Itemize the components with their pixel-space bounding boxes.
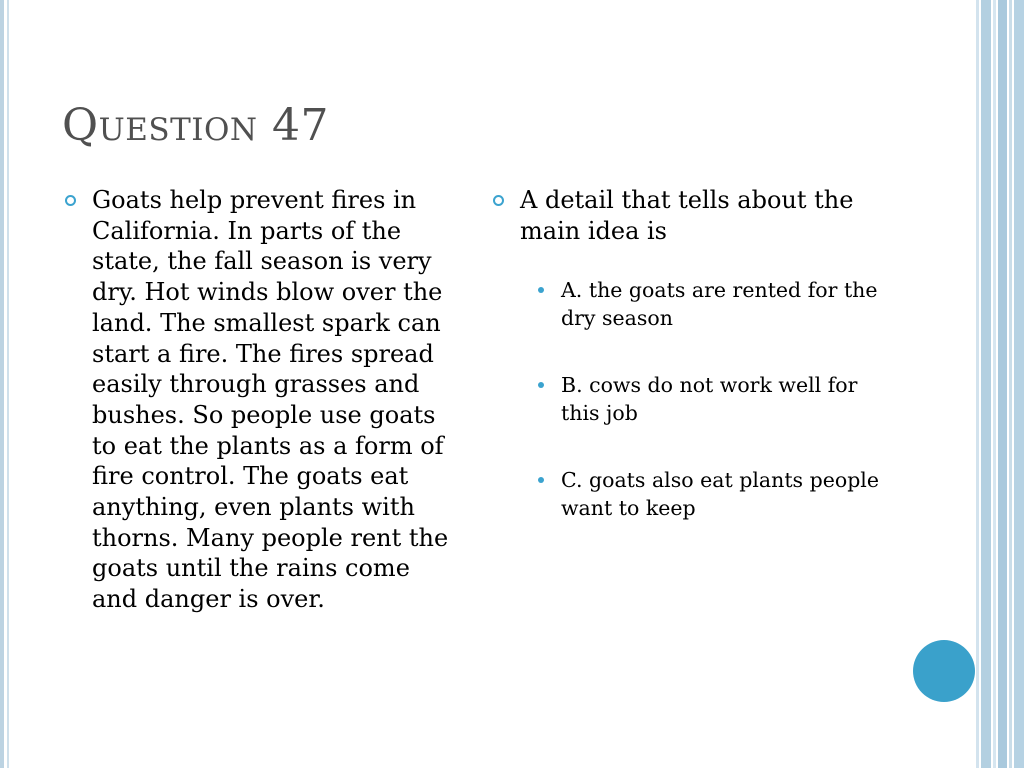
slide-title: Question 47 bbox=[62, 100, 330, 151]
answer-option-c bbox=[538, 466, 890, 522]
answer-option-text: B. cows do not work well for this job bbox=[561, 373, 858, 426]
answer-option-text: C. goats also eat plants people want to keep bbox=[561, 468, 880, 521]
passage-bullet bbox=[62, 185, 462, 615]
answer-option-b bbox=[538, 371, 890, 427]
left-border-line bbox=[0, 0, 4, 768]
question-bullet bbox=[490, 185, 890, 246]
passage-text: Goats help prevent fires in California. In parts of the state, the fall season is very dry. Hot winds blow over the land. The smallest spark can start a fire. The fires spread easily through grasses and bushes. So people use goats to eat the plants as a form of fire control. The goats eat anything, even plants with thorns. Many people rent the goats until the rains come and danger is over. bbox=[92, 186, 449, 614]
answer-option-a bbox=[538, 276, 890, 332]
answer-options-list bbox=[490, 276, 890, 522]
right-column bbox=[490, 185, 890, 561]
ring-bullet-icon bbox=[493, 195, 504, 206]
answer-option-text: A. the goats are rented for the dry season bbox=[561, 278, 878, 331]
dot-bullet-icon bbox=[538, 477, 544, 483]
stripe bbox=[993, 0, 996, 768]
dot-bullet-icon bbox=[538, 382, 544, 388]
stripe bbox=[998, 0, 1007, 768]
decorative-circle bbox=[913, 640, 975, 702]
ring-bullet-icon bbox=[65, 195, 76, 206]
left-border-line bbox=[7, 0, 9, 768]
right-decorative-stripes bbox=[976, 0, 1024, 768]
dot-bullet-icon bbox=[538, 287, 544, 293]
stripe bbox=[1014, 0, 1024, 768]
stripe bbox=[976, 0, 979, 768]
stripe bbox=[1009, 0, 1012, 768]
question-text: A detail that tells about the main idea is bbox=[520, 186, 854, 245]
stripe bbox=[981, 0, 991, 768]
left-column bbox=[62, 185, 462, 615]
